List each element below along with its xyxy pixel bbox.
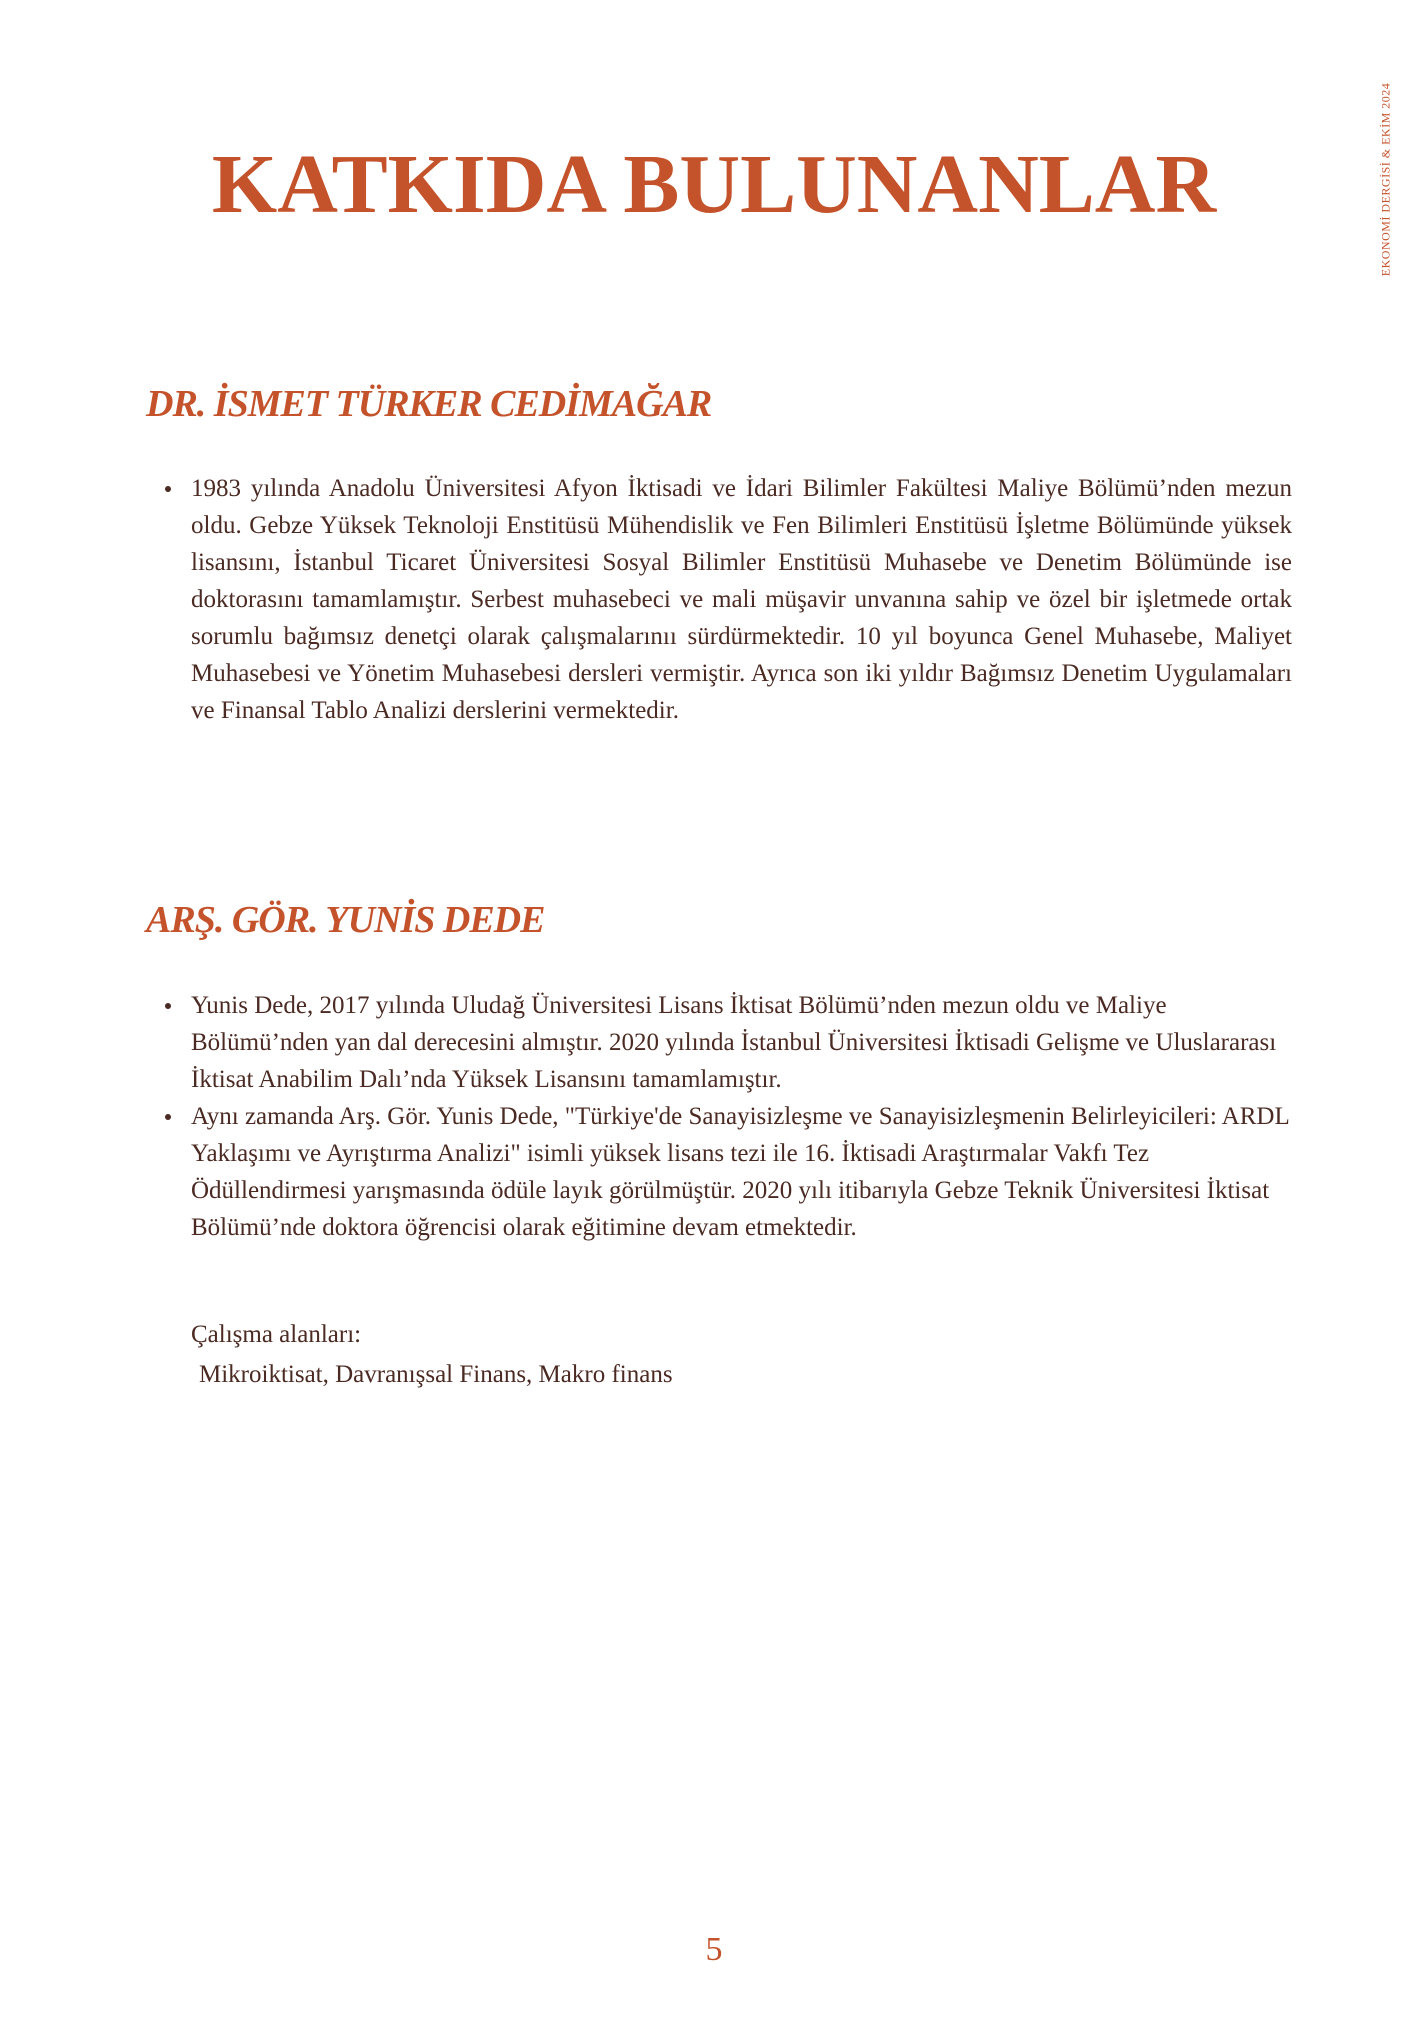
journal-side-label-text: EKONOMİ DERGİSİ & EKİM 2024 [1378,82,1393,276]
contributor-name-1: DR. İSMET TÜRKER CEDİMAĞAR [146,383,712,425]
bullet-dot-icon [165,1003,171,1009]
research-areas-value: Mikroiktisat, Davranışsal Finans, Makro finans [199,1361,673,1388]
contributor-name-2: ARŞ. GÖR. YUNİS DEDE [146,899,545,941]
contributor-1-bio-list [165,470,1292,729]
bio-bullet [165,470,1292,729]
bio-bullet [165,987,1292,1098]
bio-text: Aynı zamanda Arş. Gör. Yunis Dede, "Türkiye'de Sanayisizleşme ve Sanayisizleşmenin Belirleyicileri: ARDL Yaklaşımı ve Ayrıştırma Analizi" isimli yüksek lisans tezi ile 16. İktisadi Araştırmalar Vakfı Tez Ödüllendirmesi yarışmasında ödüle layık görülmüştür. 2020 yılı itibarıyla Gebze Teknik Üniversitesi İktisat Bölümü’nde doktora öğrencisi olarak eğitimine devam etmektedir. [191,1103,1289,1241]
bio-bullet [165,1098,1292,1246]
bio-text: Yunis Dede, 2017 yılında Uludağ Üniversitesi Lisans İktisat Bölümü’nden mezun oldu ve Maliye Bölümü’nden yan dal derecesini almıştır. 2020 yılında İstanbul Üniversitesi İktisadi Gelişme ve Uluslararası İktisat Anabilim Dalı’nda Yüksek Lisansını tamamlamıştır. [191,992,1277,1093]
bullet-dot-icon [165,1114,171,1120]
page-number: 5 [705,1931,723,1968]
contributor-2-bio-list [165,987,1292,1246]
bio-text: 1983 yılında Anadolu Üniversitesi Afyon İktisadi ve İdari Bilimler Fakültesi Maliye Bölümü’nden mezun oldu. Gebze Yüksek Teknoloji Enstitüsü Mühendislik ve Fen Bilimleri Enstitüsü İşletme Bölümünde yüksek lisansını, İstanbul Ticaret Üniversitesi Sosyal Bilimler Enstitüsü Muhasebe ve Denetim Bölümünde ise doktorasını tamamlamıştır. Serbest muhasebeci ve mali müşavir unvanına sahip ve özel bir işletmede ortak sorumlu bağımsız denetçi olarak çalışmalarınıı sürdürmektedir. 10 yıl boyunca Genel Muhasebe, Maliyet Muhasebesi ve Yönetim Muhasebesi dersleri vermiştir. Ayrıca son iki yıldır Bağımsız Denetim Uygulamaları ve Finansal Tablo Analizi derslerini vermektedir. [191,475,1292,724]
bullet-dot-icon [165,486,171,492]
research-areas-label: Çalışma alanları: [191,1321,362,1348]
page-title: KATKIDA BULUNANLAR [211,138,1217,231]
research-areas [191,1316,673,1393]
